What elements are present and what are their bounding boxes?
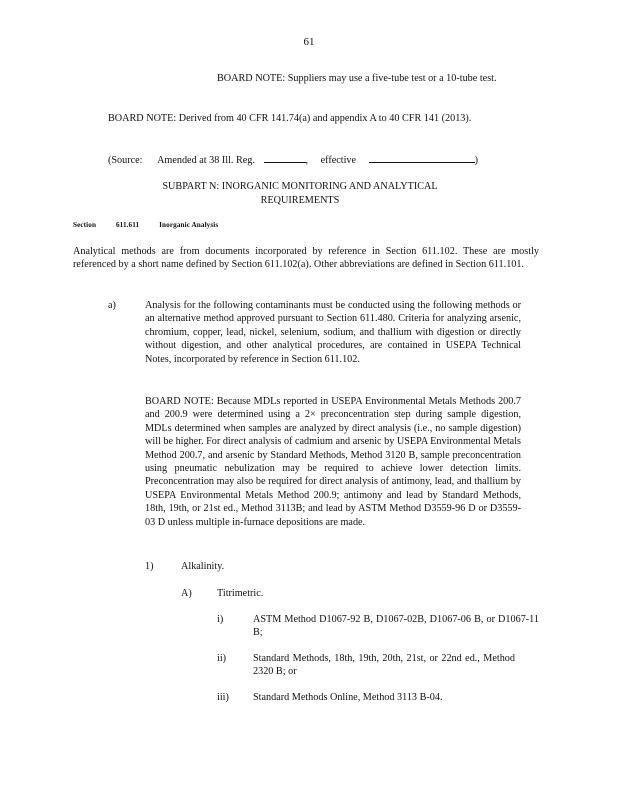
sub-item-text: Standard Methods, 18th, 19th, 20th, 21st, or 22nd ed., Method 2320 B; or [253, 653, 515, 678]
source-note [108, 152, 508, 167]
subpart-heading-line1: SUBPART N: INORGANIC MONITORING AND ANALYTICAL [162, 181, 438, 192]
item-a-text: Analysis for the following contaminants must be conducted using the following methods or an alternative method approved pursuant to Section 611.480. Criteria for analyzing arsenic, chromium, copper, lead, nickel, selenium, sodium, and thallium with digestion or directly without digestion, and other analytical procedures, are contained in USEPA Technical Notes, incorporated by reference in Section 611.102. [145, 300, 521, 365]
subpart-heading-line2: REQUIREMENTS [260, 195, 340, 206]
sub-item-label: iii) [217, 692, 229, 703]
intro-paragraph: Analytical methods are from documents incorporated by reference in Section 611.102. These are mostly referenced by a short name defined by Section 611.102(a). Other abbreviations are defined in Section 611.101. [73, 246, 539, 271]
board-note-tube-test: BOARD NOTE: Suppliers may use a five-tube test or a 10-tube test. [217, 73, 497, 84]
sub-item-text: Standard Methods Online, Method 3113 B-04. [253, 692, 443, 703]
sub-item-label: i) [217, 614, 224, 625]
register-blank [264, 152, 306, 163]
section-heading [73, 221, 236, 229]
item-a-board-note: BOARD NOTE: Because MDLs reported in USEPA Environmental Metals Methods 200.7 and 200.9 were determined using a 2× preconcentration step during sample digestion, MDLs determined when samples are analyzed by direct analysis (i.e., no sample digestion) will be higher. For direct analysis of cadmium and arsenic by USEPA Environmental Metals Method 200.7, and arsenic by Standard Methods, Method 3120 B, sample preconcentration using pneumatic nebulization may be required to achieve lower detection limits. Preconcentration may also be required for direct analysis of antimony, lead, and thallium by USEPA Environmental Metals Method 200.9; antimony and lead by Standard Methods, 18th, 19th, or 21st ed., Method 3113B; and lead by ASTM Method D3559-96 D or D3559-03 D unless multiple in-furnace depositions are made. [145, 396, 521, 528]
section-number: 611.611 [115, 221, 140, 229]
item-1-label: 1) [145, 561, 154, 572]
page-number: 61 [303, 36, 315, 48]
sub-item-text: ASTM Method D1067-92 B, D1067-02B, D1067-06 B, or D1067-11 B; [253, 614, 539, 639]
source-comma: , [305, 155, 309, 166]
section-title: Inorganic Analysis [159, 221, 219, 229]
subpart-heading [110, 180, 490, 208]
sub-item-label: ii) [217, 653, 227, 664]
source-prefix: (Source: [108, 155, 143, 166]
source-effective: effective [320, 155, 357, 166]
source-close: ) [474, 155, 478, 166]
board-note-derived: BOARD NOTE: Derived from 40 CFR 141.74(a) and appendix A to 40 CFR 141 (2013). [108, 113, 472, 124]
item-1-text: Alkalinity. [181, 561, 225, 572]
section-label: Section [73, 221, 97, 229]
item-a-label: a) [108, 300, 116, 311]
source-amended: Amended at 38 Ill. Reg. [157, 155, 255, 166]
item-A-label: A) [181, 588, 192, 599]
effective-date-blank [369, 152, 475, 163]
item-A-text: Titrimetric. [217, 588, 264, 599]
